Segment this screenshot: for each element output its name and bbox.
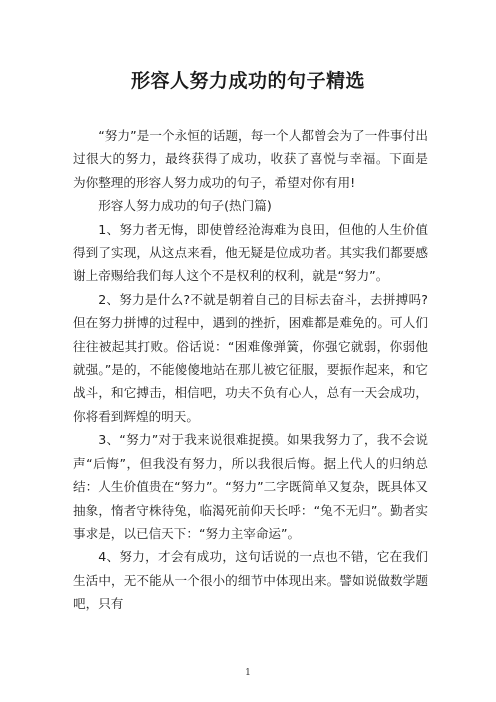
paragraph-3: 3、“努力”对于我来说很难捉摸。如果我努力了，我不会说声“后悔”，但我没有努力，所以我很后悔。据上代人的归纳总结：人生价值贵在“努力”。“努力”二字既简单又复杂，既具体又抽象，惰者守株待兔，临渴死前仰天长呼：“兔不无归”。勤者实事求是，以已信天下：“努力主宰命运”。 [73,432,428,541]
intro-paragraph: “努力”是一个永恒的话题，每一个人都曾会为了一件事付出过很大的努力，最终获得了成功，收获了喜悦与幸福。下面是 为你整理的形容人努力成功的句子，希望对你有用! [73,128,428,190]
page-number: 1 [245,668,251,678]
section-heading: 形容人努力成功的句子(热门篇) [98,198,272,214]
paragraph-4: 4、努力，才会有成功，这句话说的一点也不错，它在我们生活中，无不能从一个很小的细节中体现出来。譬如说做数学题吧，只有 [73,549,428,612]
document-body [73,124,428,616]
document-title: 形容人努力成功的句子精选 [130,70,365,92]
paragraph-2: 2、努力是什么?不就是朝着自己的目标去奋斗，去拼搏吗?但在努力拼博的过程中，遇到的挫折，困难都是难免的。可人们往往被起其打败。俗话说：“困难像弹簧，你强它就弱，你弱他就强。”是的，不能傻傻地站在那儿被它征服，要振作起来，和它战斗，和它搏击，相信吧，功夫不负有心人，总有一天会成功，你将看到辉煌的明天。 [73,291,428,424]
paragraph-1: 1、努力者无悔，即使曾经沧海难为良田，但他的人生价值得到了实现，从这点来看，他无疑是位成功者。其实我们都要感谢上帝赐给我们每人这个不是权利的权利，就是“努力”。 [73,221,428,284]
